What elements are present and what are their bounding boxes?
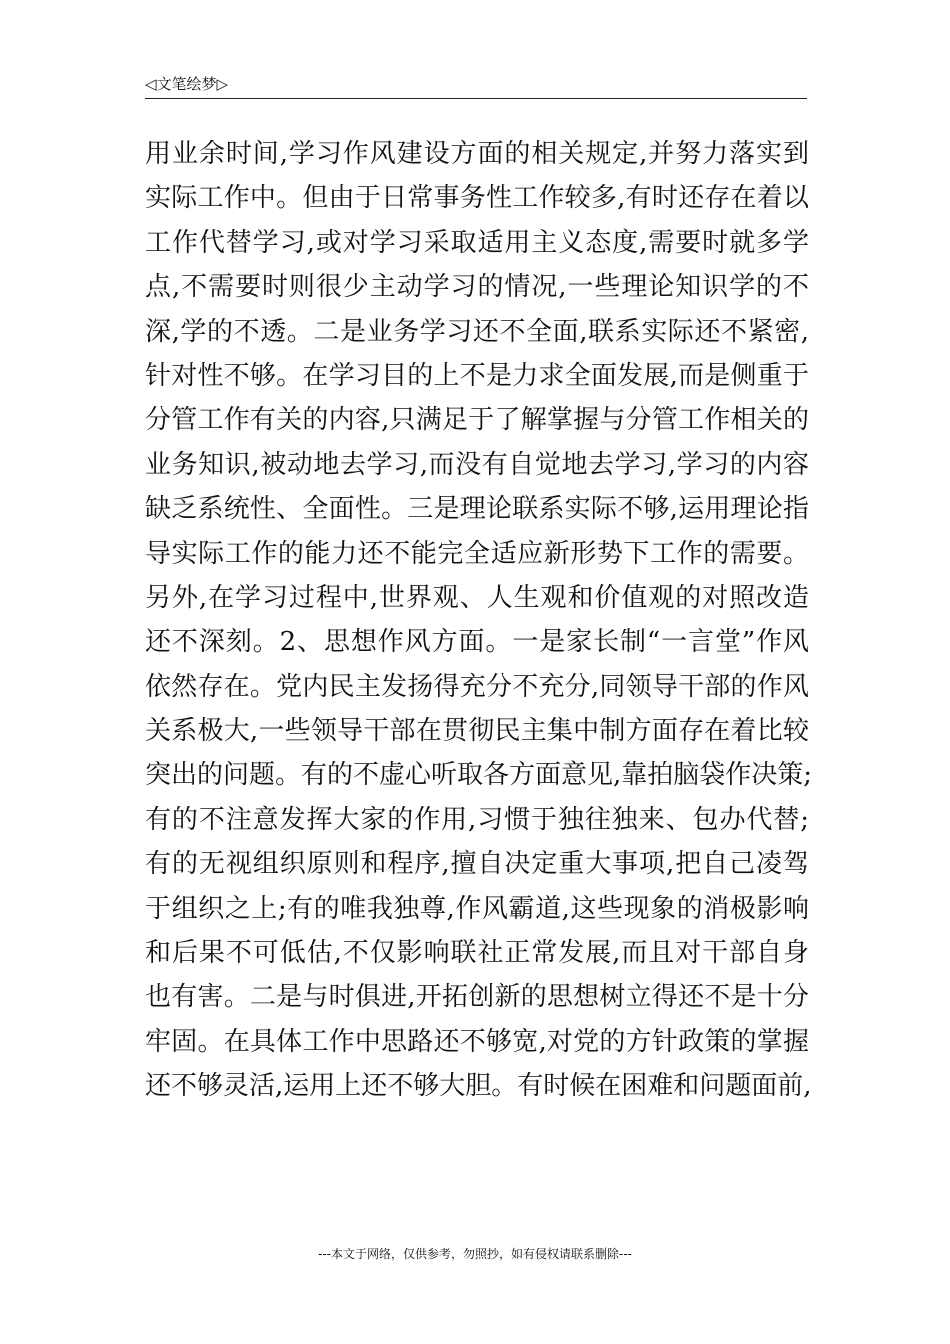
text-line: 深,学的不透。二是业务学习还不全面,联系实际还不紧密, bbox=[145, 316, 809, 347]
text-line: 依然存在。党内民主发扬得充分不充分,同领导干部的作风 bbox=[145, 671, 809, 702]
text-line: 牢固。在具体工作中思路还不够宽,对党的方针政策的掌握 bbox=[145, 1026, 809, 1057]
text-line: 突出的问题。有的不虚心听取各方面意见,靠拍脑袋作决策; bbox=[145, 760, 813, 791]
text-line: 也有害。二是与时俱进,开拓创新的思想树立得还不是十分 bbox=[145, 982, 809, 1013]
text-line: 有的无视组织原则和程序,擅自决定重大事项,把自己凌驾 bbox=[145, 849, 809, 880]
text-line: 和后果不可低估,不仅影响联社正常发展,而且对干部自身 bbox=[145, 938, 809, 969]
text-line: 点,不需要时则很少主动学习的情况,一些理论知识学的不 bbox=[145, 272, 809, 303]
text-line: 于组织之上;有的唯我独尊,作风霸道,这些现象的消极影响 bbox=[145, 893, 809, 924]
text-line: 还不深刻。2、思想作风方面。一是家长制“一言堂”作风 bbox=[145, 627, 809, 658]
text-line: 导实际工作的能力还不能完全适应新形势下工作的需要。 bbox=[145, 538, 809, 569]
header-title: ◁文笔绘梦▷ bbox=[145, 75, 229, 93]
footer-notice: ---本文于网络，仅供参考，勿照抄，如有侵权请联系删除--- bbox=[318, 1247, 632, 1261]
text-line: 关系极大,一些领导干部在贯彻民主集中制方面存在着比较 bbox=[145, 716, 809, 747]
text-line: 缺乏系统性、全面性。三是理论联系实际不够,运用理论指 bbox=[145, 494, 809, 525]
text-line: 还不够灵活,运用上还不够大胆。有时候在困难和问题面前, bbox=[145, 1071, 812, 1102]
text-line: 有的不注意发挥大家的作用,习惯于独往独来、包办代替; bbox=[145, 804, 809, 835]
page-header bbox=[145, 74, 807, 99]
text-line: 工作代替学习,或对学习采取适用主义态度,需要时就多学 bbox=[145, 227, 809, 258]
text-line: 针对性不够。在学习目的上不是力求全面发展,而是侧重于 bbox=[145, 360, 809, 391]
text-line: 业务知识,被动地去学习,而没有自觉地去学习,学习的内容 bbox=[145, 449, 809, 480]
text-line: 实际工作中。但由于日常事务性工作较多,有时还存在着以 bbox=[145, 183, 809, 214]
body-text bbox=[145, 132, 813, 1109]
text-line: 分管工作有关的内容,只满足于了解掌握与分管工作相关的 bbox=[145, 405, 809, 436]
text-line: 用业余时间,学习作风建设方面的相关规定,并努力落实到 bbox=[145, 139, 809, 169]
text-line: 另外,在学习过程中,世界观、人生观和价值观的对照改造 bbox=[145, 582, 809, 613]
